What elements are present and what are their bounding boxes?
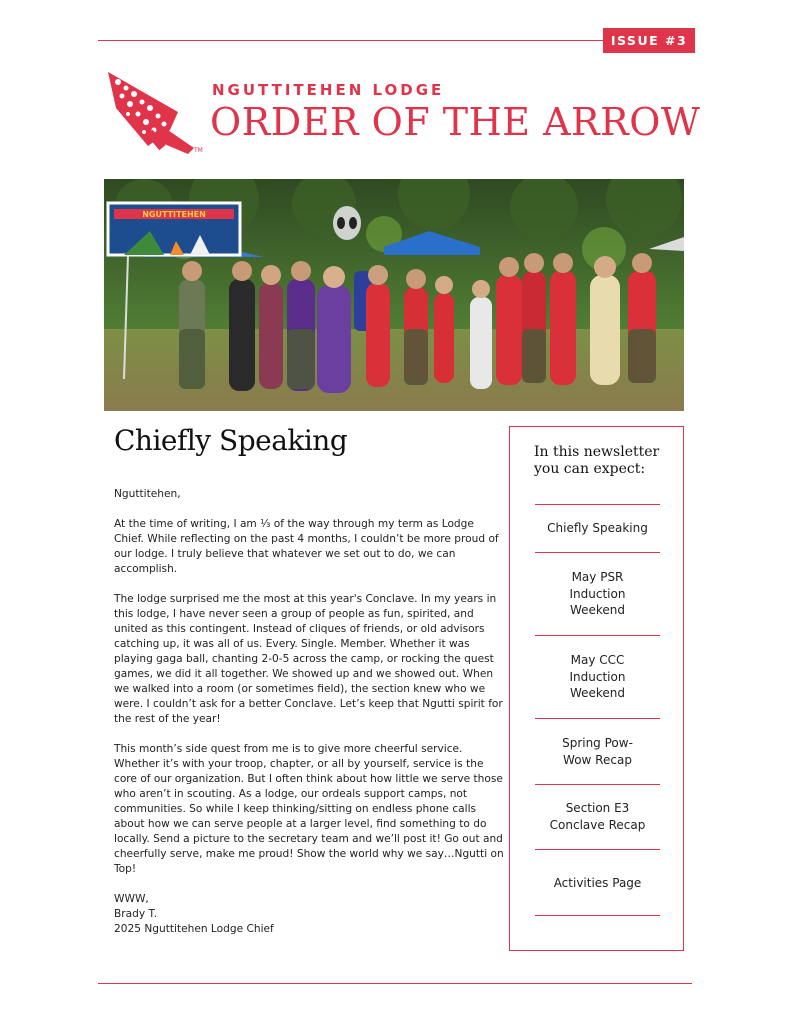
sidebar-divider [535,849,660,850]
sidebar-divider [535,718,660,719]
lodge-name: NGUTTITEHEN LODGE [212,81,445,99]
arrowhead-logo [104,68,208,156]
signoff: WWW, [114,893,149,905]
flag-text: NGUTTITEHEN [142,210,206,219]
contents-item-line: Spring Pow- [562,736,633,750]
sidebar-divider [535,784,660,785]
top-divider [98,40,604,41]
author-name: Brady T. [114,908,158,920]
signature-block [114,892,504,937]
contents-item-line: May PSR [571,570,624,584]
sidebar-divider [535,635,660,636]
organization-title: ORDER OF THE ARROW [210,100,701,144]
article-paragraph: This month’s side quest from me is to give more cheerful service. Whether it’s with your troop, chapter, or all by yourself, service is the core of our organization. But I often think about how little we serve those who aren’t in scouting. As a lodge, our ordeals support camps, not communities. So while I keep thinking/sitting on endless phone calls about how we can serve people at a larger level, find something to do locally. Send a picture to the secretary team and we’ll post it! Go out and cheerfully serve, make me proud! Show the world why we say…Ngutti on Top! [114,743,504,875]
sidebar-heading [534,444,664,478]
contents-item-line: Induction [569,669,626,684]
article-greeting: Nguttitehen, [114,488,181,500]
bottom-divider [98,983,692,984]
contents-item-spring-pow-wow [520,735,675,768]
newsletter-contents-sidebar [509,426,684,951]
sidebar-heading-line: you can expect: [534,461,646,477]
contents-item-may-psr [520,569,675,619]
contents-item-activities [520,875,675,892]
article-body [114,487,504,937]
issue-badge: ISSUE #3 [603,28,695,53]
contents-item-line: Wow Recap [563,752,632,767]
contents-item-may-ccc [520,652,675,702]
contents-item-line: May CCC [570,653,625,667]
sidebar-divider [535,552,660,553]
article-paragraph: The lodge surprised me the most at this year's Conclave. In my years in this lodge, I have never seen a group of people as fun, spirited, and united as this contingent. Instead of cliques of friends, or old advisors catching up, it was all of us. Every. Single. Member. Whether it was playing gaga ball, chanting 2-0-5 across the camp, or rocking the quest games, we did it all together. We showed up and we showed out. When we walked into a room (or sometimes field), the section knew who we were. I couldn’t ask for a better Conclave. Let’s keep that Ngutti spirit for the rest of the year! [114,593,503,725]
article-paragraph: At the time of writing, I am ⅓ of the way through my term as Lodge Chief. While reflecting on the past 4 months, I couldn’t be more proud of our lodge. I truly believe that whatever we set out to do, we can accomplish. [114,518,499,575]
article-title: Chiefly Speaking [114,424,348,457]
contents-item-chiefly-speaking [520,520,675,537]
contents-item-line: Section E3 [565,801,630,815]
author-title: 2025 Nguttitehen Lodge Chief [114,923,274,935]
contents-item-section-e3 [520,800,675,833]
contents-item-line: Induction [569,586,626,601]
contents-item-line: Activities Page [553,876,642,890]
group-photo [104,179,684,411]
contents-item-line: Weekend [569,686,626,700]
contents-item-line: Conclave Recap [549,817,646,832]
contents-item-line: Weekend [569,603,626,617]
sidebar-divider [535,915,660,916]
sidebar-divider [535,504,660,505]
contents-item-line: Chiefly Speaking [547,521,648,535]
trademark-mark: TM [194,147,203,154]
sidebar-heading-line: In this newsletter [534,444,660,460]
